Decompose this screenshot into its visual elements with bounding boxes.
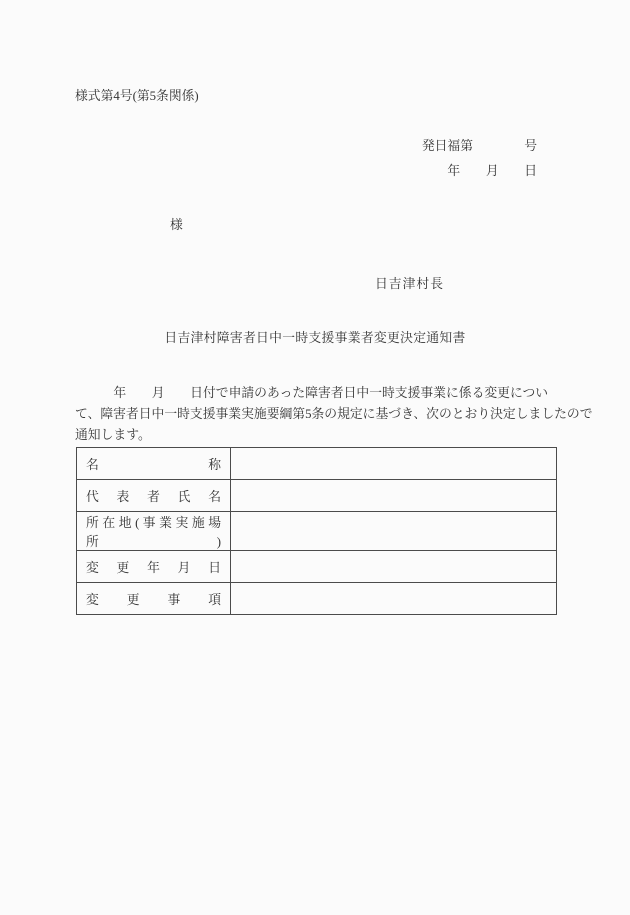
row-label-location: 所 在 地 ( 事 業 実 施 場 所 ) xyxy=(77,512,231,551)
doc-number-line: 発日福第 号 xyxy=(421,139,537,153)
form-number: 様式第4号(第5条関係) xyxy=(75,89,199,103)
row-value-change-date xyxy=(231,551,557,583)
notice-table xyxy=(76,447,557,615)
row-label-name: 名 称 xyxy=(77,448,231,480)
row-value-name xyxy=(231,448,557,480)
table-row xyxy=(77,583,557,615)
table-row xyxy=(77,551,557,583)
doc-number-block xyxy=(422,134,537,184)
document-title: 日吉津村障害者日中一時支援事業者変更決定通知書 xyxy=(164,331,466,345)
addressee-suffix: 様 xyxy=(170,218,183,232)
doc-date-line: 年 月 日 xyxy=(447,164,537,178)
row-value-location xyxy=(231,512,557,551)
row-label-representative: 代 表 者 氏 名 xyxy=(77,480,231,512)
sender-name: 日吉津村長 xyxy=(375,277,444,291)
table-row xyxy=(77,512,557,551)
body-line: 通知します。 xyxy=(75,428,151,442)
table-row xyxy=(77,480,557,512)
row-value-representative xyxy=(231,480,557,512)
row-value-change-items xyxy=(231,583,557,615)
body-line: て、障害者日中一時支援事業実施要綱第5条の規定に基づき、次のとおり決定しましたので xyxy=(75,407,593,421)
body-paragraph xyxy=(75,383,595,446)
row-label-change-items: 変 更 事 項 xyxy=(77,583,231,615)
row-label-change-date: 変 更 年 月 日 xyxy=(77,551,231,583)
body-line: 年 月 日付で申請のあった障害者日中一時支援事業に係る変更につい xyxy=(75,386,549,400)
table-row xyxy=(77,448,557,480)
